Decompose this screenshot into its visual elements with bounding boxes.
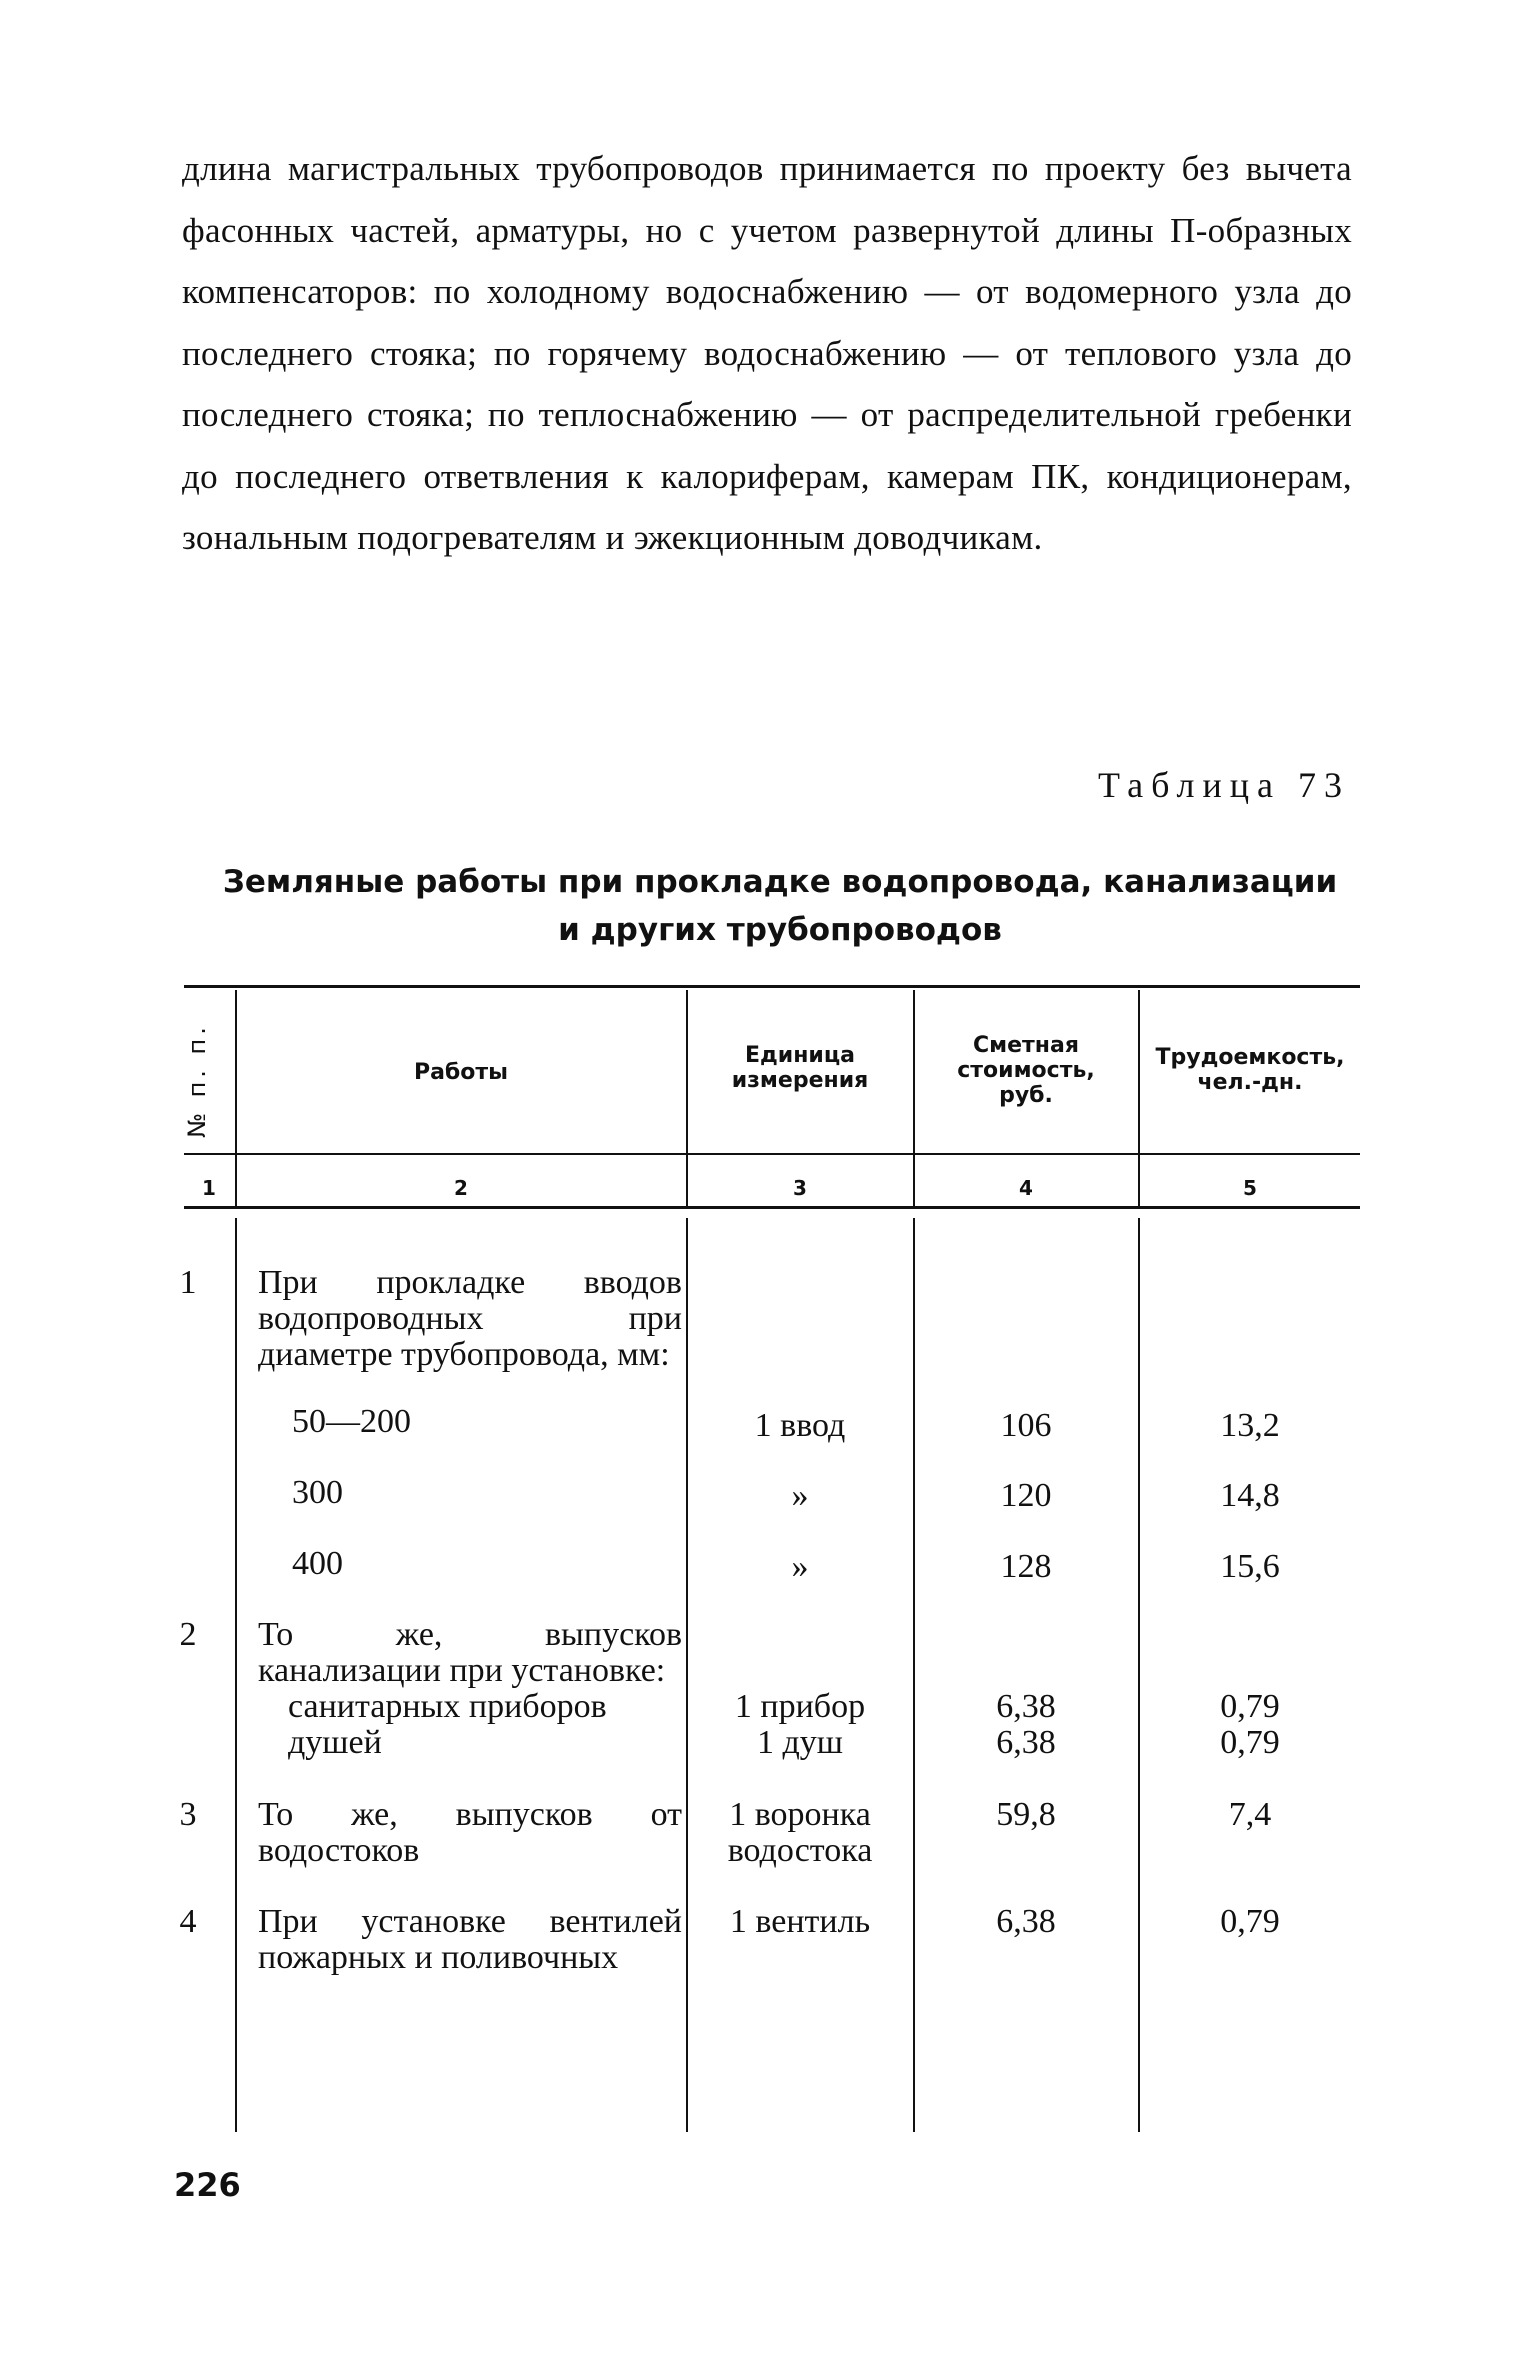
table-title-line-2: и других трубопроводов — [558, 912, 1002, 948]
row-4-cost: 6,38 — [996, 1903, 1056, 1940]
row-1c-label: 400 — [292, 1545, 343, 1582]
row-3-number: 3 — [179, 1796, 197, 1833]
row-4-labor: 0,79 — [1220, 1903, 1280, 1940]
row-2-number: 2 — [179, 1616, 197, 1653]
row-3-cost: 59,8 — [996, 1796, 1056, 1833]
row-2b-labor: 0,79 — [1220, 1724, 1280, 1761]
row-3-work: То же, выпусков от водостоков — [258, 1796, 682, 1869]
column-divider-1 — [235, 990, 237, 1206]
row-1a-label: 50—200 — [292, 1403, 411, 1440]
table-top-rule — [184, 985, 1360, 988]
header-bottom-rule — [184, 1153, 1360, 1155]
column-numbers-rule — [184, 1206, 1360, 1209]
body-divider-3 — [913, 1218, 915, 2132]
row-1-work: При прокладке вводов водопроводных при диаметре трубопровода, мм: — [258, 1264, 682, 1373]
row-1c-cost: 128 — [1000, 1548, 1052, 1585]
column-number-2: 2 — [454, 1176, 468, 1200]
row-3-labor: 7,4 — [1228, 1796, 1272, 1833]
table-number: Таблица 73 — [1098, 765, 1350, 805]
row-1a-cost: 106 — [1000, 1407, 1052, 1444]
row-2a-cost: 6,38 — [996, 1688, 1056, 1725]
row-4-unit: 1 вентиль — [729, 1903, 871, 1940]
row-1a-unit: 1 ввод — [754, 1407, 846, 1444]
body-divider-2 — [686, 1218, 688, 2132]
page-number: 226 — [174, 2166, 241, 2204]
column-number-5: 5 — [1243, 1176, 1257, 1200]
header-unit: Единица измерения — [731, 1043, 869, 1093]
row-2a-labor: 0,79 — [1220, 1688, 1280, 1725]
row-1b-labor: 14,8 — [1220, 1477, 1280, 1514]
column-number-3: 3 — [793, 1176, 807, 1200]
body-divider-4 — [1138, 1218, 1140, 2132]
column-divider-2 — [686, 990, 688, 1206]
body-divider-1 — [235, 1218, 237, 2132]
row-1b-cost: 120 — [1000, 1477, 1052, 1514]
row-1c-labor: 15,6 — [1220, 1548, 1280, 1585]
row-1b-unit: » — [791, 1477, 809, 1514]
header-labor: Трудоемкость, чел.-дн. — [1155, 1045, 1345, 1095]
row-1a-labor: 13,2 — [1220, 1407, 1280, 1444]
table-title-line-1: Земляные работы при прокладке водопровода, канализации — [222, 864, 1338, 900]
header-number: № п. п. — [183, 1023, 211, 1138]
row-2a-unit: 1 прибор — [734, 1688, 866, 1725]
row-2a-label: санитарных приборов — [288, 1688, 607, 1725]
header-works: Работы — [413, 1060, 509, 1085]
row-3-unit: 1 воронка водостока — [727, 1796, 873, 1869]
row-2-work: То же, выпусков канализации при установке: — [258, 1616, 682, 1689]
header-cost: Сметная стоимость, руб. — [957, 1033, 1095, 1108]
table-title — [220, 858, 1340, 954]
row-2b-unit: 1 душ — [757, 1724, 843, 1761]
body-paragraph: длина магистральных трубопроводов принимается по проекту без вычета фасонных частей, арматуры, но с учетом развернутой длины П-образных компенсаторов: по холодному водоснабжению — от водомерного узла до последнего стояка; по горячему водоснабжению — от теплового узла до последнего стояка; по теплоснабжению — от распределительной гребенки до последнего ответвления к калориферам, камерам ПК, кондиционерам, зональным подогревателям и эжекционным доводчикам. — [182, 149, 1352, 557]
column-number-4: 4 — [1019, 1176, 1033, 1200]
row-1-number: 1 — [179, 1264, 197, 1301]
row-2b-cost: 6,38 — [996, 1724, 1056, 1761]
row-1b-label: 300 — [292, 1474, 343, 1511]
column-divider-4 — [1138, 990, 1140, 1206]
row-4-number: 4 — [179, 1903, 197, 1940]
row-1c-unit: » — [791, 1548, 809, 1585]
column-number-1: 1 — [202, 1176, 216, 1200]
row-2b-label: душей — [288, 1724, 382, 1761]
row-4-work: При установке вентилей пожарных и поливочных — [258, 1903, 682, 1976]
